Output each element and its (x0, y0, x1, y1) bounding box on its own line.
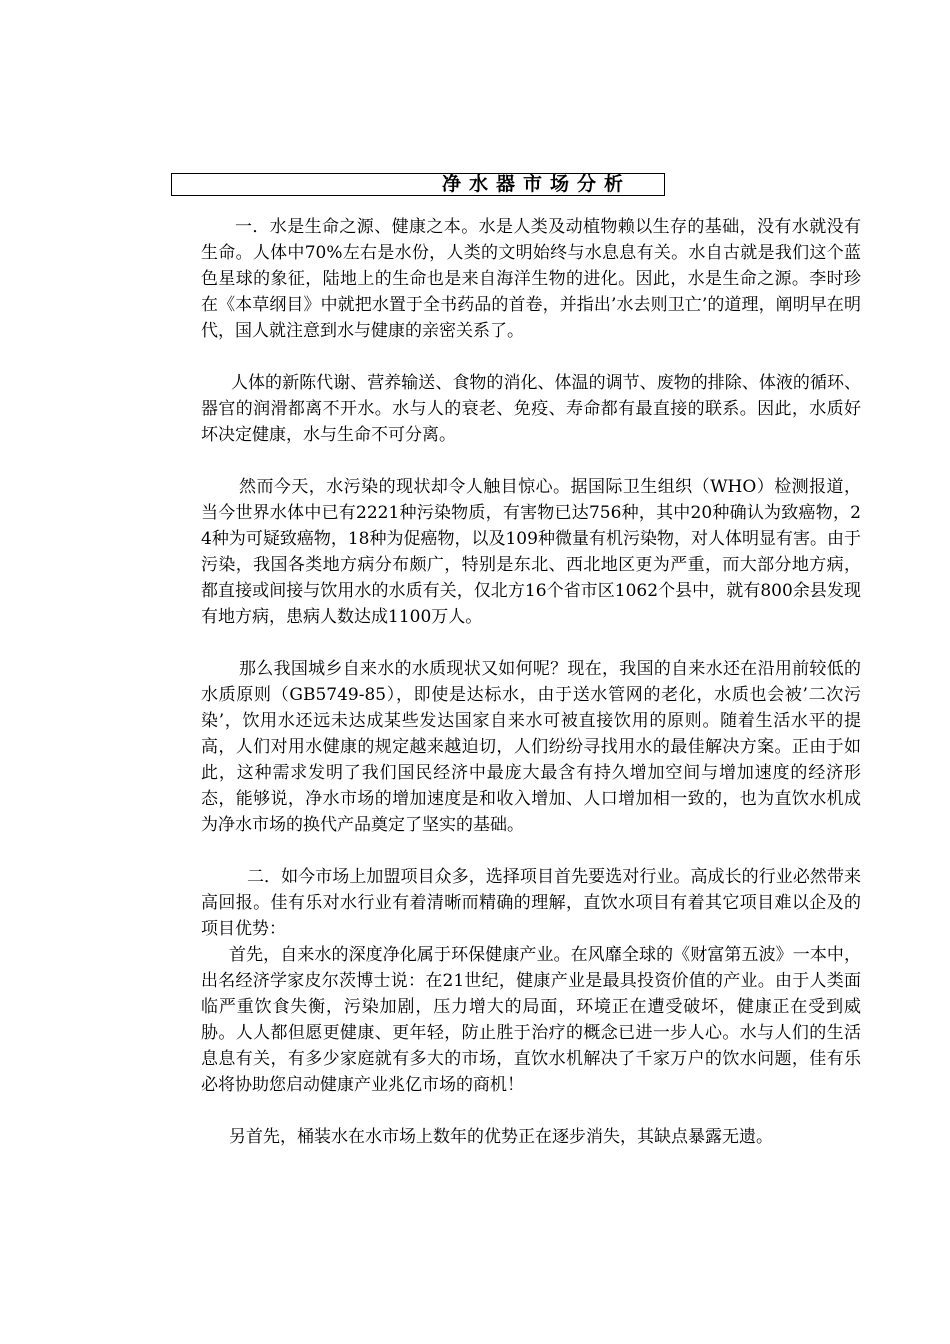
paragraph-bottled-water: 另首先，桶装水在水市场上数年的优势正在逐步消失，其缺点暴露无遗。 (229, 1127, 773, 1147)
title-box (171, 173, 665, 196)
document-title: 净水器市场分析 (442, 173, 632, 195)
document-body (201, 214, 861, 1150)
paragraph-tap-water-quality: 那么我国城乡自来水的水质现状又如何呢？现在，我国的自来水还在沿用前较低的水质原则（GB5749-85），即使是达标水，由于送水管网的老化，水质也会被’二次污染’，饮用水还远未达成某些发达国家自来水可被直接饮用的原则。随着生活水平的提高，人们对用水健康的规定越来越迫切，人们纷纷寻找用水的最佳解决方案。正由于如此，这种需求发明了我们国民经济中最庞大最含有持久增加空间与增加速度的经济形态，能够说，净水市场的增加速度是和收入增加、人口增加相一致的，也为直饮水机成为净水市场的换代产品奠定了坚实的基础。 (201, 659, 861, 835)
paragraph-water-source-of-life: 一．水是生命之源、健康之本。水是人类及动植物赖以生存的基础，没有水就没有生命。人体中70%左右是水份，人类的文明始终与水息息有关。水自古就是我们这个蓝色星球的象征，陆地上的生命也是来自海洋生物的进化。因此，水是生命之源。李时珍在《本草纲目》中就把水置于全书药品的首卷，并指出’水去则卫亡’的道理，阐明早在明代，国人就注意到水与健康的亲密关系了。 (201, 217, 861, 341)
paragraph-human-metabolism: 人体的新陈代谢、营养输送、食物的消化、体温的调节、废物的排除、体液的循环、器官的润滑都离不开水。水与人的衰老、免疫、寿命都有最直接的联系。因此，水质好坏决定健康，水与生命不可分离。 (201, 373, 861, 445)
paragraph-water-pollution: 然而今天，水污染的现状却令人触目惊心。据国际卫生组织（WHO）检测报道，当今世界水体中已有2221种污染物质，有害物已达756种，其中20种确认为致癌物，24种为可疑致癌物，18种为促癌物，以及109种微量有机污染物，对人体明显有害。由于污染，我国各类地方病分布颇广，特别是东北、西北地区更为严重，而大部分地方病，都直接或间接与饮用水的水质有关，仅北方16个省市区1062个县中，就有800余县发现有地方病，患病人数达成1100万人。 (201, 477, 861, 627)
paragraph-franchise-projects: 二．如今市场上加盟项目众多，选择项目首先要选对行业。高成长的行业必然带来高回报。佳有乐对水行业有着清晰而精确的理解，直饮水项目有着其它项目难以企及的项目优势： (201, 867, 861, 939)
paragraph-health-industry: 首先，自来水的深度净化属于环保健康产业。在风靡全球的《财富第五波》一本中，出名经济学家皮尔茨博士说：在21世纪，健康产业是最具投资价值的产业。由于人类面临严重饮食失衡，污染加剧，压力增大的局面，环境正在遭受破坏，健康正在受到威胁。人人都但愿更健康、更年轻，防止胜于治疗的概念已进一步人心。水与人们的生活息息有关，有多少家庭就有多大的市场，直饮水机解决了千家万户的饮水问题，佳有乐必将协助您启动健康产业兆亿市场的商机！ (201, 945, 861, 1095)
